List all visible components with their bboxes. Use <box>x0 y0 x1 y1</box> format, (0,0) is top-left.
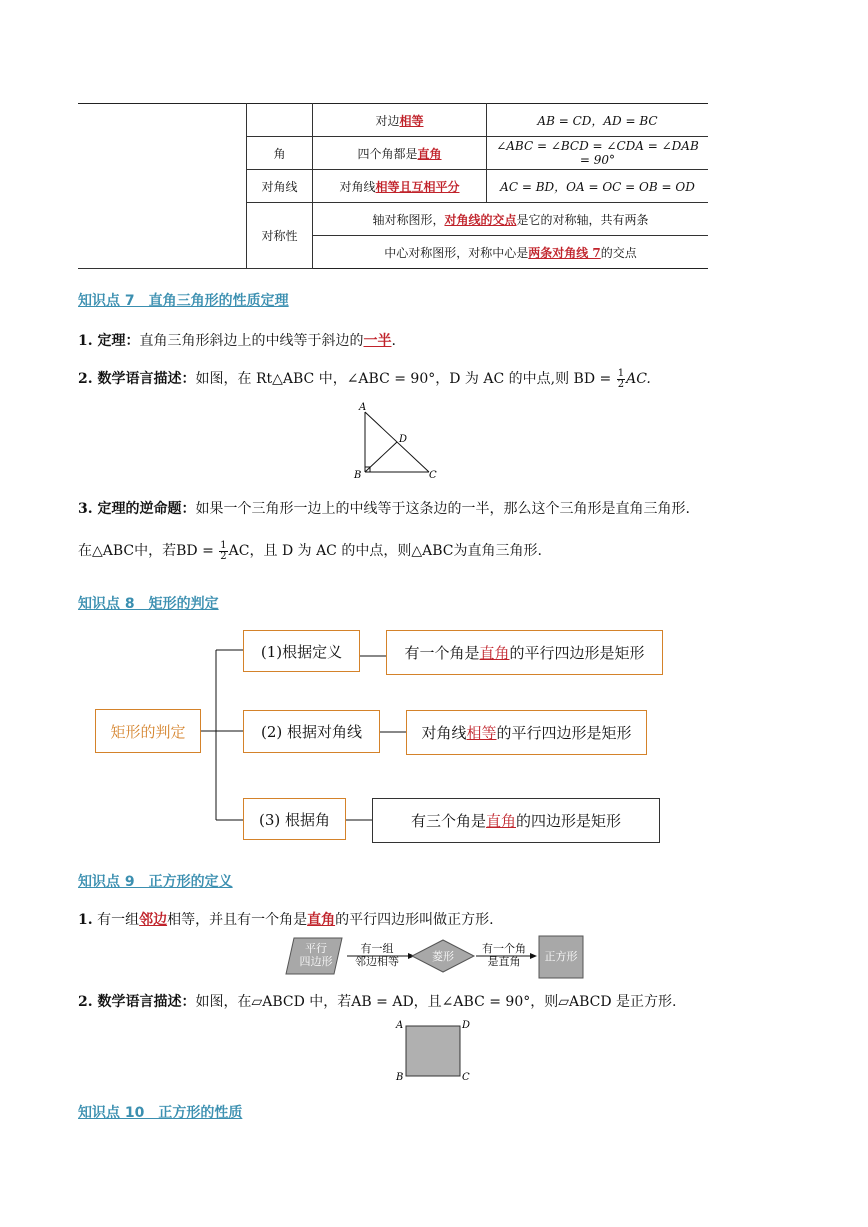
theorem-paragraph: 1. 定理：直角三角形斜边上的中线等于斜边的一半. <box>78 333 396 349</box>
square-definition-paragraph: 1. 有一组邻边相等，并且有一个角是直角的平行四边形叫做正方形. <box>78 912 494 928</box>
edge-label-adjacent-sides: 有一组 邻边相等 <box>355 942 399 968</box>
vertex-label-b: B <box>354 470 362 481</box>
vertex-label-d: D <box>462 1020 471 1031</box>
square-math-paragraph: 2. 数学语言描述：如图，在▱ABCD 中，若AB = AD，且∠ABC = 90°，则▱ABCD 是正方形. <box>78 994 677 1010</box>
vertex-label-a: A <box>359 402 367 413</box>
table-cell: 四个角都是直角 <box>313 137 487 170</box>
vertex-label-a: A <box>396 1020 404 1031</box>
table-cell: 对边相等 <box>313 104 487 137</box>
table-cell: AB = CD，AD = BC <box>487 104 709 137</box>
table-cell: 轴对称图形，对角线的交点是它的对称轴，共有两条 <box>313 203 709 236</box>
table-cell: 角 <box>247 137 313 170</box>
rectangle-criteria-root: 矩形的判定 <box>95 709 201 753</box>
converse-math-paragraph: 在△ABC中，若BD = $\frac{1}{2}$ AC，且 D 为 AC 的中点，则△ABC为直角三角形. <box>78 539 542 562</box>
table-cell: 对角线 <box>247 170 313 203</box>
section-heading-7: 知识点 7 直角三角形的性质定理 <box>78 293 289 309</box>
parallelogram-node-label: 平行 四边形 <box>299 942 333 968</box>
criteria-angle-box: (3) 根据角 <box>243 798 346 840</box>
converse-paragraph: 3. 定理的逆命题：如果一个三角形一边上的中线等于这条边的一半，那么这个三角形是直角三角形. <box>78 501 690 517</box>
section-heading-8: 知识点 8 矩形的判定 <box>78 596 219 612</box>
section-heading-10: 知识点 10 正方形的性质 <box>78 1105 243 1121</box>
fraction: $\frac{1}{2}$ <box>220 539 227 562</box>
rhombus-node-label: 菱形 <box>432 950 454 963</box>
square-node-label: 正方形 <box>544 950 578 963</box>
math-description-paragraph: 2. 数学语言描述：如图，在 Rt△ABC 中，∠ABC = 90°，D 为 AC 的中点,则 BD = $\frac{1}{2}$ AC. <box>78 367 651 390</box>
square-figure <box>392 1014 476 1086</box>
vertex-label-d: D <box>399 434 408 445</box>
criteria-diagonal-result: 对角线 相等 的平行四边形是矩形 <box>406 710 647 755</box>
vertex-label-c: C <box>462 1072 470 1083</box>
section-heading-9: 知识点 9 正方形的定义 <box>78 874 233 890</box>
criteria-definition-box: (1)根据定义 <box>243 630 360 672</box>
table-cell: 中心对称图形，对称中心是两条对角线 7的交点 <box>313 236 709 269</box>
vertex-label-b: B <box>396 1072 404 1083</box>
criteria-definition-result: 有一个角是 直角 的平行四边形是矩形 <box>386 630 663 675</box>
table-cell: 对称性 <box>247 203 313 269</box>
vertex-label-c: C <box>429 470 437 481</box>
criteria-diagonal-box: (2) 根据对角线 <box>243 710 380 753</box>
table-cell: ∠ABC = ∠BCD = ∠CDA = ∠DAB = 90° <box>487 137 709 170</box>
edge-label-right-angle: 有一个角 是直角 <box>482 942 526 968</box>
table-cell: AC = BD，OA = OC = OB = OD <box>487 170 709 203</box>
fraction: $\frac{1}{2}$ <box>617 367 625 390</box>
table-cell: 对角线相等且互相平分 <box>313 170 487 203</box>
criteria-angle-result: 有三个角是 直角 的四边形是矩形 <box>372 798 660 843</box>
